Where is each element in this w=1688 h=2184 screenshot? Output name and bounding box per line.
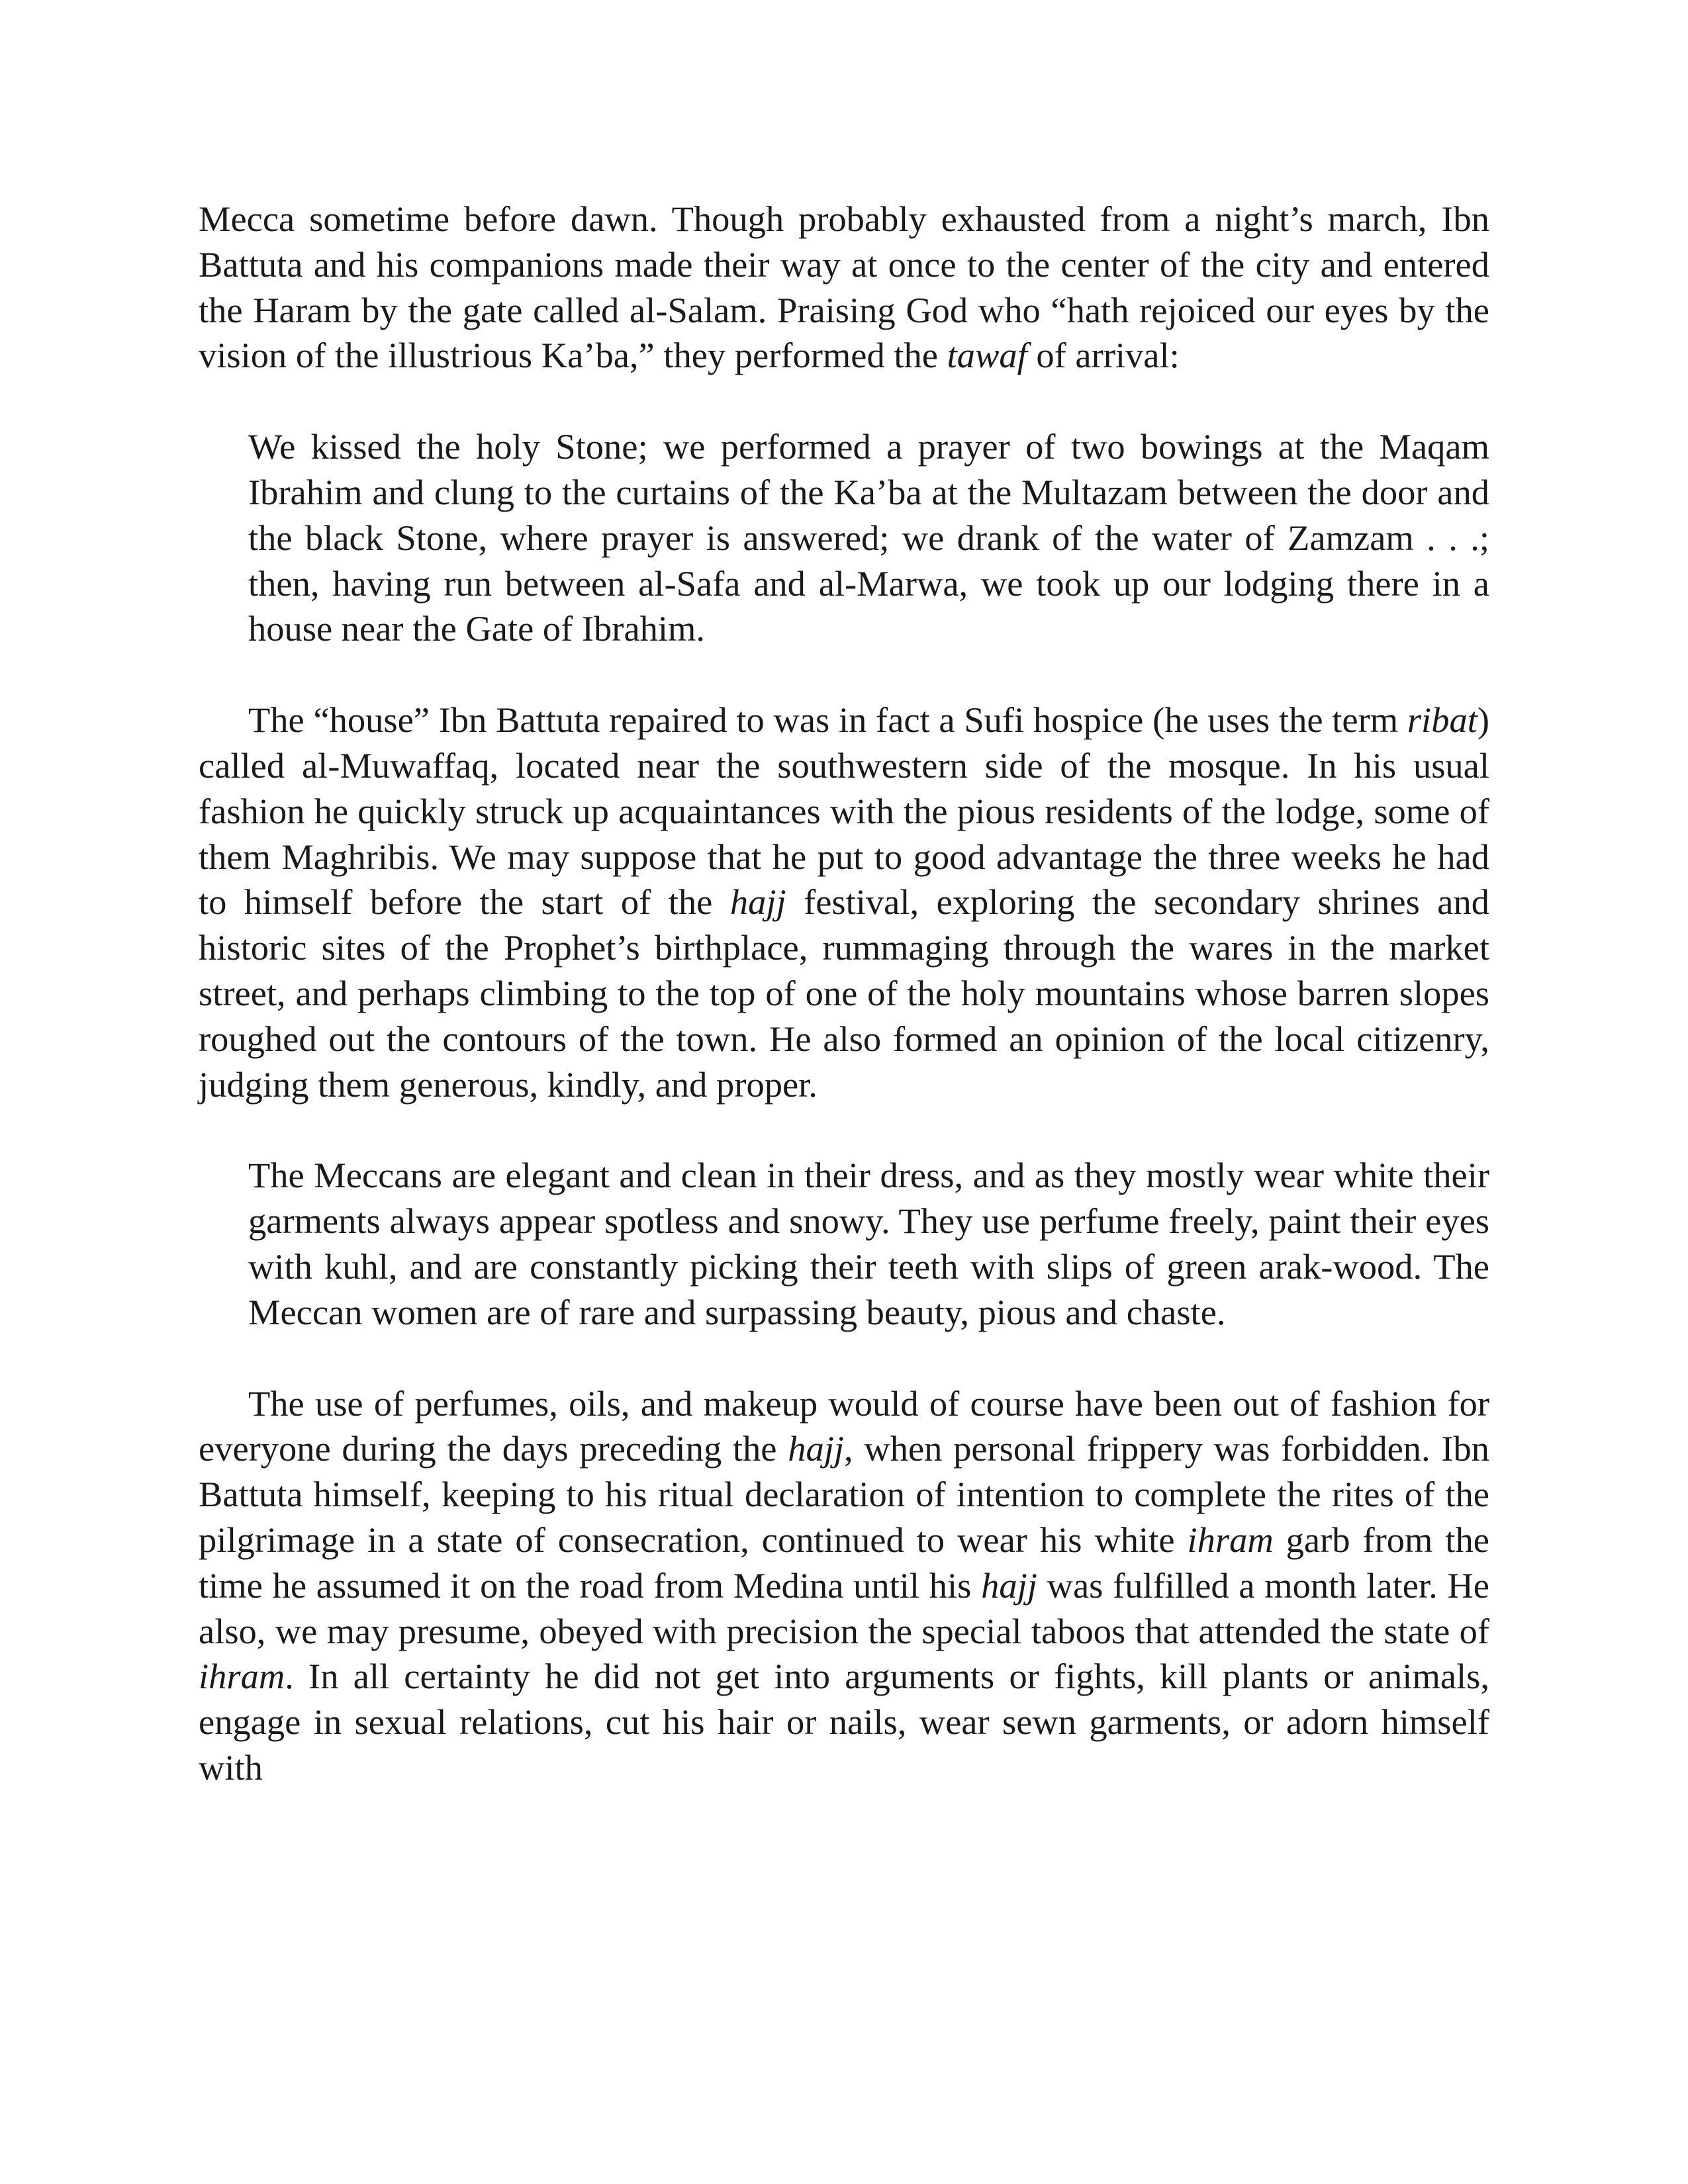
italic-term: ihram <box>199 1656 285 1697</box>
text-run: garb from the time he assumed it on the road from Medina until his <box>199 1519 1489 1606</box>
paragraph-house <box>199 698 1489 1107</box>
text-run: , when personal frippery was forbidden. Ibn Battuta himself, keeping to his ritual declaration of intention to complete the rites of the pilgrimage in a state of consecration, continued to wear his white <box>199 1428 1489 1560</box>
italic-term: hajj <box>981 1565 1037 1606</box>
text-run: The use of perfumes, oils, and makeup would of course have been out of fashion for everyone during the days preceding the <box>199 1383 1489 1469</box>
document-page <box>199 197 1489 1791</box>
text-run: ) called al-Muwaffaq, located near the southwestern side of the mosque. In his usual fashion he quickly struck up acquaintances with the pious residents of the lodge, some of them Maghribis. We may suppose that he put to good advantage the three weeks he had to himself before the start of the <box>199 700 1489 923</box>
text-run: was fulfilled a month later. He also, we may presume, obeyed with precision the special taboos that attended the state of <box>199 1565 1489 1651</box>
italic-term: ihram <box>1187 1519 1274 1560</box>
text-run: . In all certainty he did not get into arguments or fights, kill plants or animals, engage in sexual relations, cut his hair or nails, wear sewn garments, or adorn himself with <box>199 1656 1489 1788</box>
italic-term: hajj <box>729 882 786 923</box>
text-run: The “house” Ibn Battuta repaired to was in fact a Sufi hospice (he uses the term <box>248 700 1407 741</box>
block-quote-meccans: The Meccans are elegant and clean in their dress, and as they mostly wear white their garments always appear spotless and snowy. They use perfume freely, paint their eyes with kuhl, and are constantly picking their teeth with slips of green arak-wood. The Meccan women are of rare and surpassing beauty, pious and chaste. <box>248 1155 1489 1332</box>
text-run: of arrival: <box>1027 335 1180 376</box>
italic-term: ribat <box>1407 700 1477 741</box>
paragraph-perfumes <box>199 1381 1489 1791</box>
paragraph-opening <box>199 197 1489 379</box>
block-quote-arrival: We kissed the holy Stone; we performed a prayer of two bowings at the Maqam Ibrahim and clung to the curtains of the Ka’ba at the Multazam between the door and the black Stone, where prayer is answered; we drank of the water of Zamzam . . .; then, having run between al-Safa and al-Marwa, we took up our lodging there in a house near the Gate of Ibrahim. <box>248 426 1489 649</box>
italic-term: tawaf <box>947 335 1027 376</box>
italic-term: hajj <box>788 1428 844 1469</box>
text-run: festival, exploring the secondary shrines and historic sites of the Prophet’s birthplace, rummaging through the wares in the market street, and perhaps climbing to the top of one of the holy mountains whose barren slopes roughed out the contours of the town. He also formed an opinion of the local citizenry, judging them generous, kindly, and proper. <box>199 882 1490 1105</box>
text-run: Mecca sometime before dawn. Though probably exhausted from a night’s march, Ibn Battuta and his companions made their way at once to the center of the city and entered the Haram by the gate called al-Salam. Praising God who “hath rejoiced our eyes by the vision of the illustrious Ka’ba,” they performed the <box>199 199 1489 376</box>
